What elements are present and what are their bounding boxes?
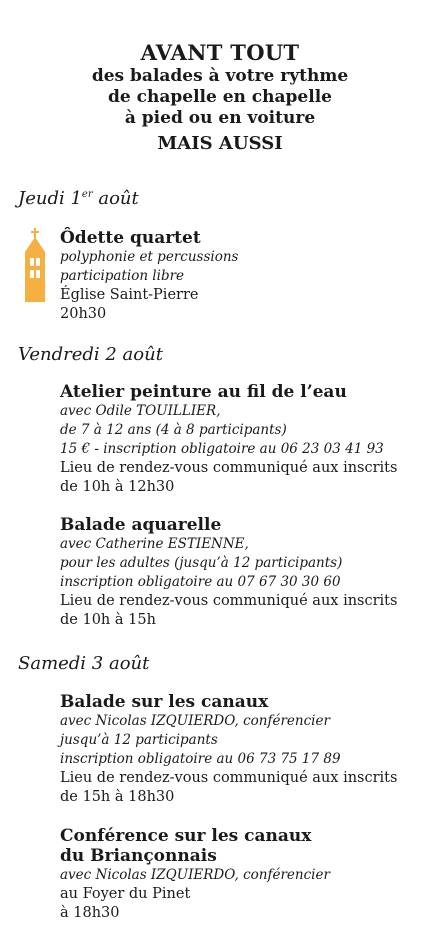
event-host: avec Nicolas IZQUIERDO, conférencier [60, 867, 330, 883]
event-title-line-2: du Briançonnais [60, 846, 217, 866]
event-place: Lieu de rendez-vous communiqué aux inscrits [60, 460, 398, 476]
event-audience: de 7 à 12 ans (4 à 8 participants) [60, 422, 287, 438]
event-title: Atelier peinture au fil de l’eau [60, 382, 347, 402]
header-mais-aussi: MAIS AUSSI [157, 133, 283, 154]
event-time: de 10h à 15h [60, 612, 156, 628]
event-atelier-peinture [60, 382, 430, 497]
day-label-sup: er [81, 189, 93, 200]
event-title: Ôdette quartet [60, 228, 201, 248]
event-time: de 10h à 12h30 [60, 479, 175, 495]
header-line-1: des balades à votre rythme [91, 66, 349, 86]
header-line-3: à pied ou en voiture [124, 108, 316, 128]
event-title: Balade aquarelle [60, 515, 222, 535]
header [0, 40, 440, 157]
event-price: participation libre [60, 268, 185, 284]
event-title-line-1: Conférence sur les canaux [60, 826, 312, 846]
event-conference-canaux [60, 826, 430, 923]
event-balade-aquarelle [60, 515, 430, 630]
event-audience: jusqu’à 12 participants [60, 732, 218, 748]
event-place: Lieu de rendez-vous communiqué aux inscrits [60, 593, 398, 609]
event-host: avec Nicolas IZQUIERDO, conférencier [60, 713, 330, 729]
header-line-2: de chapelle en chapelle [108, 87, 332, 107]
day-heading-samedi: Samedi 3 août [18, 653, 150, 674]
event-time: 20h30 [60, 306, 107, 322]
church-icon [24, 228, 46, 302]
event-place: au Foyer du Pinet [60, 886, 191, 902]
header-title: AVANT TOUT [140, 40, 300, 65]
event-balade-canaux [60, 692, 430, 807]
event-host: avec Odile TOUILLIER, [60, 403, 221, 419]
event-place: Église Saint-Pierre [60, 287, 199, 303]
event-audience: pour les adultes (jusqu’à 12 participants) [60, 555, 343, 571]
day-heading-jeudi [18, 188, 139, 209]
event-time: de 15h à 18h30 [60, 789, 175, 805]
day-heading-vendredi: Vendredi 2 août [18, 344, 163, 365]
event-description: polyphonie et percussions [60, 249, 239, 265]
event-registration: inscription obligatoire au 06 73 75 17 89 [60, 751, 341, 767]
event-odette-quartet [60, 228, 430, 324]
event-registration: inscription obligatoire au 07 67 30 30 60 [60, 574, 341, 590]
day-label-main: Jeudi 1 [18, 188, 82, 209]
day-label-month: août [92, 188, 139, 209]
event-time: à 18h30 [60, 905, 120, 921]
event-place: Lieu de rendez-vous communiqué aux inscrits [60, 770, 398, 786]
event-host: avec Catherine ESTIENNE, [60, 536, 249, 552]
event-registration: 15 € - inscription obligatoire au 06 23 03 41 93 [60, 441, 384, 457]
event-title: Balade sur les canaux [60, 692, 269, 712]
